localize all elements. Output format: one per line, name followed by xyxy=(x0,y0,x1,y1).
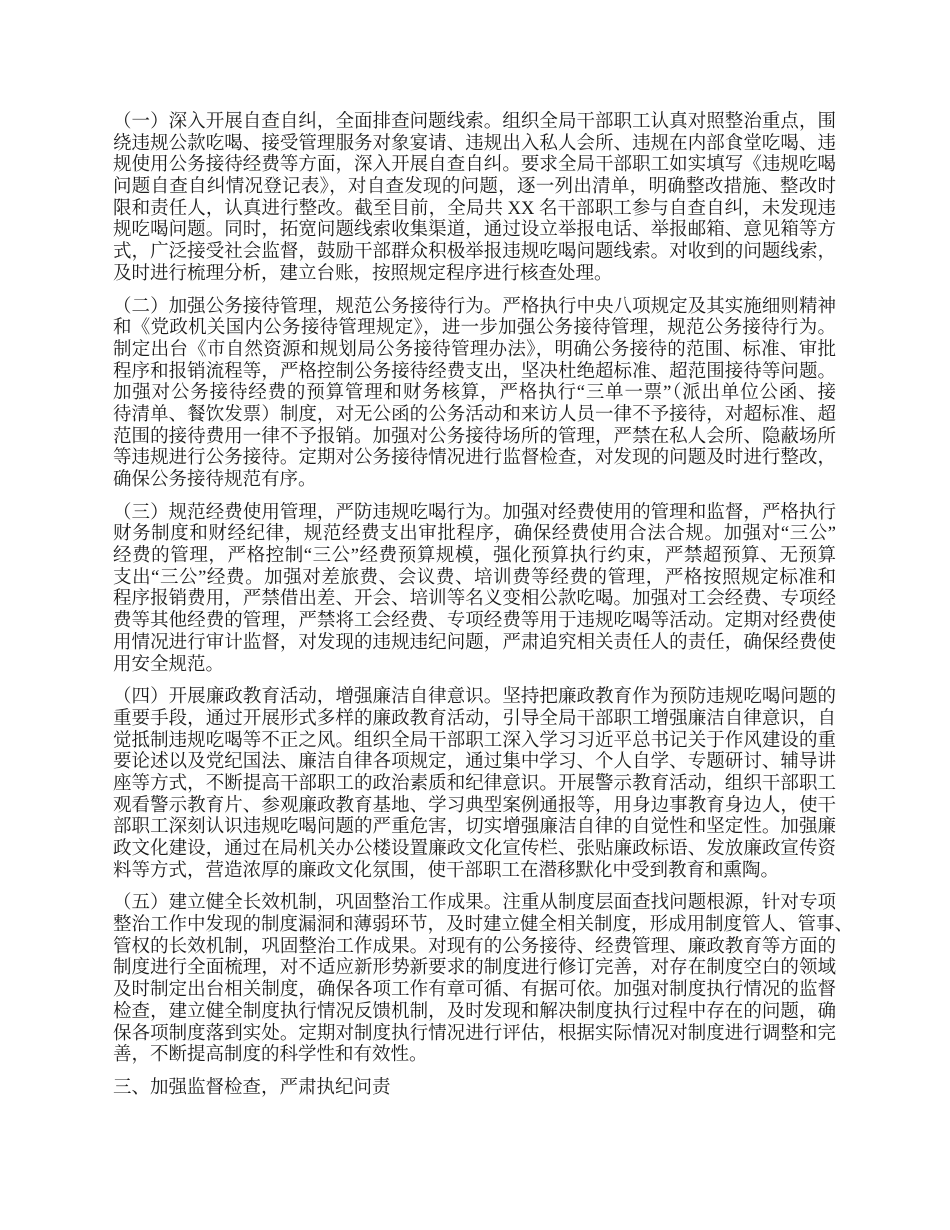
text-line: 等违规进行公务接待。定期对公务接待情况进行监督检查，对发现的问题及时进行整改， xyxy=(113,448,836,469)
text-line: 整治工作中发现的制度漏洞和薄弱环节，及时建立健全相关制度，形成用制度管人、管事、 xyxy=(113,915,854,936)
text-line: 制定出台《市自然资源和规划局公务接待管理办法》，明确公务接待的范围、标准、审批 xyxy=(113,339,836,360)
text-line: 政文化建设，通过在局机关办公楼设置廉政文化宣传栏、张贴廉政标语、发放廉政宣传资 xyxy=(113,839,836,859)
text-line: 观看警示教育片、参观廉政教育基地、学习典型案例通报等，用身边事教育身边人，使干 xyxy=(113,795,836,816)
text-line: 规吃喝问题。同时，拓宽问题线索收集渠道，通过设立举报电话、举报邮箱、意见箱等方 xyxy=(113,220,836,241)
text-line: 用安全规范。 xyxy=(113,654,225,675)
text-line: 问题自查自纠情况登记表》，对自查发现的问题，逐一列出清单，明确整改措施、整改时 xyxy=(113,177,836,198)
text-line: （三）规范经费使用管理，严防违规吃喝行为。加强对经费使用的管理和监督，严格执行 xyxy=(113,502,836,523)
text-line: 式，广泛接受社会监督，鼓励干部群众积极举报违规吃喝问题线索。对收到的问题线索， xyxy=(113,242,836,263)
text-line: 程序报销费用，严禁借出差、开会、培训等名义变相公款吃喝。加强对工会经费、专项经 xyxy=(113,589,836,610)
text-line: （五）建立健全长效机制，巩固整治工作成果。注重从制度层面查找问题根源，针对专项 xyxy=(113,893,836,914)
text-line: 检查，建立健全制度执行情况反馈机制，及时发现和解决制度执行过程中存在的问题，确 xyxy=(113,1001,836,1022)
text-line: 加强对公务接待经费的预算管理和财务核算，严格执行“三单一票”（派出单位公函、接 xyxy=(113,383,836,404)
section-heading: 三、加强监督检查，严肃执纪问责 xyxy=(113,1077,391,1098)
paragraph-funds-management xyxy=(113,503,836,677)
text-line: 要论述以及党纪国法、廉洁自律各项规定，通过集中学习、个人自学、专题研讨、辅导讲 xyxy=(113,752,836,773)
text-line: 保各项制度落到实处。定期对制度执行情况进行评估，根据实际情况对制度进行调整和完 xyxy=(113,1023,836,1044)
text-line: 及时进行梳理分析，建立台账，按照规定程序进行核查处理。 xyxy=(113,263,613,284)
text-line: 管权的长效机制，巩固整治工作成果。对现有的公务接待、经费管理、廉政教育等方面的 xyxy=(113,936,836,957)
text-line: 料等方式，营造浓厚的廉政文化氛围，使干部职工在潜移默化中受到教育和熏陶。 xyxy=(113,860,780,881)
paragraph-self-inspection xyxy=(113,112,836,286)
text-line: （一）深入开展自查自纠，全面排查问题线索。组织全局干部职工认真对照整治重点，围 xyxy=(113,112,836,132)
text-line: 觉抵制违规吃喝等不正之风。组织全局干部职工深入学习习近平总书记关于作风建设的重 xyxy=(113,730,836,751)
text-line: 部职工深刻认识违规吃喝问题的严重危害，切实增强廉洁自律的自觉性和坚定性。加强廉 xyxy=(113,817,836,838)
text-line: 范围的接待费用一律不予报销。加强对公务接待场所的管理，严禁在私人会所、隐蔽场所 xyxy=(113,426,836,447)
text-line: 善，不断提高制度的科学性和有效性。 xyxy=(113,1045,428,1066)
text-line: （四）开展廉政教育活动，增强廉洁自律意识。坚持把廉政教育作为预防违规吃喝问题的 xyxy=(113,687,836,708)
text-line: 确保公务接待规范有序。 xyxy=(113,470,317,490)
text-line: 待清单、餐饮发票）制度，对无公函的公务活动和来访人员一律不予接待，对超标准、超 xyxy=(113,404,836,425)
text-line: 用情况进行审计监督，对发现的违规违纪问题，严肃追究相关责任人的责任，确保经费使 xyxy=(113,632,836,653)
text-line: 规使用公务接待经费等方面，深入开展自查自纠。要求全局干部职工如实填写《违规吃喝 xyxy=(113,155,836,176)
paragraph-integrity-education xyxy=(113,687,836,882)
text-line: 和《党政机关国内公务接待管理规定》，进一步加强公务接待管理，规范公务接待行为。 xyxy=(113,318,836,339)
text-line: 程序和报销流程等，严格控制公务接待经费支出，坚决杜绝超标准、超范围接待等问题。 xyxy=(113,361,836,382)
paragraph-long-term-mechanism xyxy=(113,893,854,1067)
text-line: 及时制定出台相关制度，确保各项工作有章可循、有据可依。加强对制度执行情况的监督 xyxy=(113,980,836,1001)
text-line: （二）加强公务接待管理，规范公务接待行为。严格执行中央八项规定及其实施细则精神 xyxy=(113,296,836,317)
text-line: 财务制度和财经纪律，规范经费支出审批程序，确保经费使用合法合规。加强对“三公” xyxy=(113,524,836,545)
text-line: 重要手段，通过开展形式多样的廉政教育活动，引导全局干部职工增强廉洁自律意识，自 xyxy=(113,708,836,729)
text-line: 支出“三公”经费。加强对差旅费、会议费、培训费等经费的管理，严格按照规定标准和 xyxy=(113,567,836,588)
text-line: 绕违规公款吃喝、接受管理服务对象宴请、违规出入私人会所、违规在内部食堂吃喝、违 xyxy=(113,133,836,154)
text-line: 制度进行全面梳理，对不适应新形势新要求的制度进行修订完善，对存在制度空白的领域 xyxy=(113,958,836,979)
paragraph-reception-management xyxy=(113,297,836,492)
text-line: 限和责任人，认真进行整改。截至目前，全局共 XX 名干部职工参与自查自纠，未发现违 xyxy=(113,198,836,219)
text-line: 经费的管理，严格控制“三公”经费预算规模，强化预算执行约束，严禁超预算、无预算 xyxy=(113,546,836,567)
document-page xyxy=(113,112,854,1100)
text-line: 座等方式，不断提高干部职工的政治素质和纪律意识。开展警示教育活动，组织干部职工 xyxy=(113,773,836,794)
text-line: 费等其他经费的管理，严禁将工会经费、专项经费等用于违规吃喝等活动。定期对经费使 xyxy=(113,611,836,632)
